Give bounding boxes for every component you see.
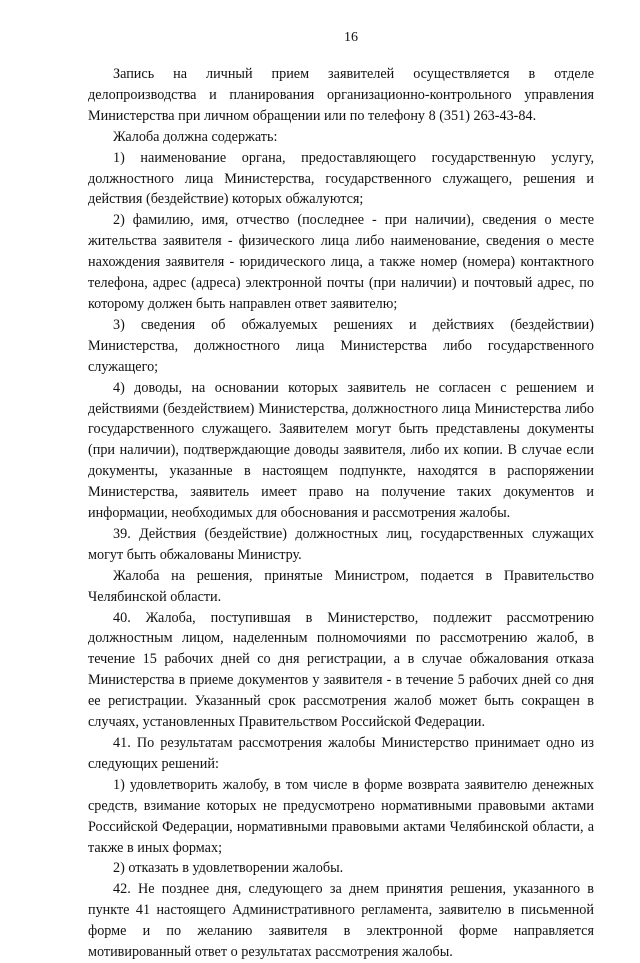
- paragraph-item-3: 3) сведения об обжалуемых решениях и действиях (бездействии) Министерства, должностного лица Министерства либо государственного служащего;: [88, 316, 594, 375]
- paragraph-item-2: 2) фамилию, имя, отчество (последнее - при наличии), сведения о месте жительства заявителя - физического лица либо наименование, сведения о месте нахождения заявителя - юридического лица, а также номер (номера) контактного телефона, адрес (адреса) электронной почты (при наличии) и почтовый адрес, по которому должен быть направлен ответ заявителю;: [88, 212, 594, 312]
- paragraph-decision-1: 1) удовлетворить жалобу, в том числе в форме возврата заявителю денежных средств, взимание которых не предусмотрено нормативными правовыми актами Российской Федерации, нормативными правовыми актами Челябинской области, а также в иных формах;: [88, 776, 594, 856]
- paragraph-complaint-contents: Жалоба должна содержать:: [113, 128, 278, 145]
- paragraph-decision-2: 2) отказать в удовлетворении жалобы.: [113, 860, 344, 877]
- paragraph-minister-decisions: Жалоба на решения, принятые Министром, подается в Правительство Челябинской области.: [88, 567, 594, 605]
- paragraph-item-1: 1) наименование органа, предоставляющего государственную услугу, должностного лица Министерства, государственного служащего, решения и действия (бездействие) которых обжалуются;: [88, 149, 594, 208]
- paragraph-item-4: 4) доводы, на основании которых заявитель не согласен с решением и действиями (бездействием) Министерства, должностного лица Министерства либо государственного служащего. Заявителем могут быть представлены документы (при наличии), подтверждающие доводы заявителя, либо их копии. В случае если документы, указанные в настоящем подпункте, находятся в распоряжении Министерства, заявитель имеет право на получение таких документов и информации, необходимых для обоснования и рассмотрения жалобы.: [88, 379, 594, 522]
- paragraph-clause-39: 39. Действия (бездействие) должностных лиц, государственных служащих могут быть обжалованы Министру.: [88, 525, 594, 563]
- document-page: [88, 30, 594, 963]
- paragraph-clause-42: 42. Не позднее дня, следующего за днем принятия решения, указанного в пункте 41 настоящего Административного регламента, заявителю в письменной форме и по желанию заявителя в электронной форме направляется мотивированный ответ о результатах рассмотрения жалобы.: [88, 881, 594, 961]
- paragraph-clause-40: 40. Жалоба, поступившая в Министерство, подлежит рассмотрению должностным лицом, наделенным полномочиями по рассмотрению жалоб, в течение 15 рабочих дней со дня регистрации, а в случае обжалования отказа Министерства в приеме документов у заявителя - в течение 5 рабочих дней со дня ее регистрации. Указанный срок рассмотрения жалоб может быть сокращен в случаях, установленных Правительством Российской Федерации.: [88, 609, 594, 731]
- paragraph-clause-41: 41. По результатам рассмотрения жалобы Министерство принимает одно из следующих решений:: [88, 735, 594, 772]
- page-number: 16: [344, 30, 358, 45]
- paragraph-appointment: Запись на личный прием заявителей осуществляется в отделе делопроизводства и планирования организационно-контрольного управления Министерства при личном обращении или по телефону 8 (351) 263-43-84.: [88, 66, 594, 124]
